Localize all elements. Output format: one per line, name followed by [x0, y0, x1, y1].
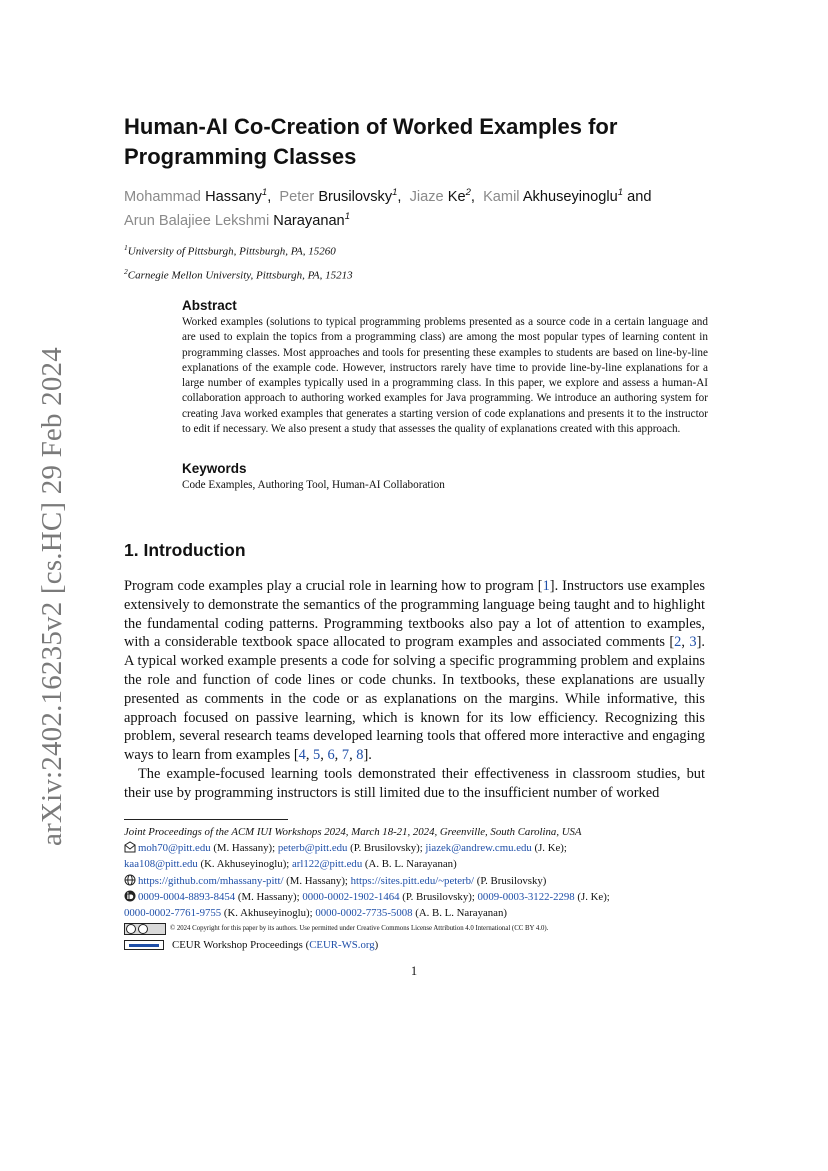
author-family-name: Narayanan: [273, 212, 345, 229]
author-0: Mohammad Hassany$^1$,: [124, 187, 276, 205]
affiliation-mark: 2: [465, 187, 471, 198]
orcid-link[interactable]: 0000-0002-7735-5008: [315, 907, 413, 920]
affiliation-mark: 1: [392, 187, 398, 198]
author-list: [124, 183, 724, 231]
email-link[interactable]: kaa108@pitt.edu: [124, 858, 198, 871]
author-given-name: Arun Balajiee Lekshmi: [124, 212, 270, 229]
author-4: [124, 210, 350, 229]
author-family-name: Hassany: [205, 188, 262, 205]
footnotes: [124, 824, 714, 953]
author-family-name: Brusilovsky: [318, 188, 393, 205]
ceur-link[interactable]: CEUR-WS.org: [309, 939, 375, 952]
email-link[interactable]: arl122@pitt.edu: [292, 858, 363, 871]
keywords-section: [182, 461, 708, 493]
orcid-link[interactable]: 0009-0004-8893-8454: [138, 890, 236, 903]
orcid-line-1: 0009-0004-8893-8454 (M. Hassany); 0000-0002-1902-1464 (P. Brusilovsky); 0009-0003-3122-2298 (J. Ke);: [124, 889, 714, 905]
author-3: [483, 189, 623, 205]
email-line-1: moh70@pitt.edu (M. Hassany); peterb@pitt.edu (P. Brusilovsky); jiazek@andrew.cmu.edu (J. Ke);: [124, 840, 714, 856]
abstract-heading: Abstract: [182, 298, 237, 313]
author-given-name: Peter: [279, 188, 315, 205]
introduction-heading: 1. Introduction: [124, 540, 246, 560]
affiliation-mark: 1: [617, 187, 624, 198]
email-line-2: kaa108@pitt.edu (K. Akhuseyinoglu); arl122@pitt.edu (A. B. L. Narayanan): [124, 858, 457, 871]
author-given-name: Kamil: [483, 188, 520, 205]
citation-link[interactable]: 8: [356, 747, 364, 764]
author-family-name: Ke: [447, 188, 466, 205]
email-icon: [124, 841, 136, 853]
citation-link[interactable]: 3: [689, 634, 697, 651]
url-line: https://github.com/mhassany-pitt/ (M. Hassany); https://sites.pitt.edu/~peterb/ (P. Brusilovsky): [124, 873, 714, 889]
affiliation-mark: 1: [344, 210, 350, 222]
keywords-text: Code Examples, Authoring Tool, Human-AI Collaboration: [182, 479, 445, 491]
citation-link[interactable]: 4: [298, 747, 306, 764]
abstract-section: [182, 298, 708, 437]
conference-note: Joint Proceedings of the ACM IUI Workshops 2024, March 18-21, 2024, Greenville, South Carolina, USA: [124, 826, 582, 838]
citation-link[interactable]: 7: [341, 747, 350, 764]
page-number: 1: [410, 964, 418, 978]
intro-paragraph-2: The example-focused learning tools demonstrated their effectiveness in classroom studies, but their use by programming instructors is still limited due to the insufficient number of worked: [124, 765, 705, 801]
homepage-link[interactable]: https://github.com/mhassany-pitt/: [138, 874, 284, 887]
affiliations: [124, 238, 353, 285]
homepage-link[interactable]: https://sites.pitt.edu/~peterb/: [350, 874, 475, 887]
email-link[interactable]: jiazek@andrew.cmu.edu: [425, 842, 532, 855]
authors-and: and: [627, 188, 652, 205]
abstract-text: Worked examples (solutions to typical programming problems presented as a source code in a certain language and are used to explain the topics from a programming class) are among the most popular types of learning content in programming classes. Most approaches and tools for presenting these examples to students are based on line-by-line explanations of the example code. However, instructors rarely have time to provide line-by-line explanations for a large number of examples typically used in a programming class. In this paper, we explore and assess a human-AI collaboration approach to authoring worked examples for Java programming. We introduce an authoring system for creating Java worked examples that generates a starting version of code explanations and presents it to the instructor to edit if necessary. We also present a study that assesses the quality of explanations created with this approach.: [182, 316, 708, 436]
ceur-logo: [124, 940, 164, 950]
globe-icon: [124, 874, 136, 886]
footnote-rule: [124, 819, 288, 820]
citation-link[interactable]: 2: [674, 634, 682, 651]
email-link[interactable]: peterb@pitt.edu: [277, 842, 348, 855]
author-1: Peter Brusilovsky$^1$,: [279, 187, 406, 205]
cc-by-badge: [124, 923, 166, 935]
author-given-name: Jiaze: [409, 188, 444, 205]
citation-link[interactable]: 6: [327, 747, 335, 764]
orcid-link[interactable]: 0000-0002-1902-1464: [302, 890, 400, 903]
orcid-link[interactable]: 0000-0002-7761-9755: [124, 907, 222, 920]
paper-title: Human-AI Co-Creation of Worked Examples for Programming Classes: [124, 114, 618, 169]
intro-paragraph-1: Program code examples play a crucial role in learning how to program [1]. Instructors use examples extensively to demonstrate the semantics of the programming language being taught and to highlight the fundamental coding patterns. Programming textbooks also pay a lot of attention to examples, with a considerable textbook space allocated to program examples and associated comments [2, 3]. A typical worked example presents a code for solving a specific programming problem and explains the role and function of code lines or code chunks. In textbooks, these explanations are usually presented as comments in the code or as explanations on the margins. While informative, this approach focused on passive learning, which is known for its low efficiency. Recognizing this problem, several research teams developed learning tools that offered more interactive and engaging ways to learn from examples [4, 5, 6, 7, 8].: [124, 578, 705, 764]
arxiv-stamp: arXiv:2402.16235v2 [cs.HC] 29 Feb 2024: [36, 347, 68, 846]
orcid-link[interactable]: 0009-0003-3122-2298: [477, 890, 575, 903]
citation-link[interactable]: 5: [313, 747, 321, 764]
author-family-name: Akhuseyinoglu: [522, 188, 618, 205]
introduction-body: [124, 577, 705, 803]
orcid-line-2: 0000-0002-7761-9755 (K. Akhuseyinoglu); 0000-0002-7735-5008 (A. B. L. Narayanan): [124, 907, 507, 920]
keywords-heading: Keywords: [182, 461, 247, 476]
affiliation-mark: 1: [261, 187, 268, 198]
license-text: © 2024 Copyright for this paper by its authors. Use permitted under Creative Commons License Attribution 4.0 International (CC BY 4.0).: [170, 925, 549, 933]
affiliation-1: $^1$University of Pittsburgh, Pittsburgh, PA, 15260: [124, 243, 336, 258]
license-line: [124, 921, 714, 937]
author-2: Jiaze Ke$^2$,: [409, 187, 479, 205]
affiliation-2: $^2$Carnegie Mellon University, Pittsburgh, PA, 15213: [124, 266, 353, 282]
author-given-name: Mohammad: [124, 188, 202, 205]
ceur-line: CEUR Workshop Proceedings ( CEUR-WS.org ): [124, 937, 714, 953]
email-link[interactable]: moh70@pitt.edu: [138, 842, 211, 855]
citation-link[interactable]: 1: [542, 578, 550, 594]
orcid-icon: [124, 890, 136, 902]
